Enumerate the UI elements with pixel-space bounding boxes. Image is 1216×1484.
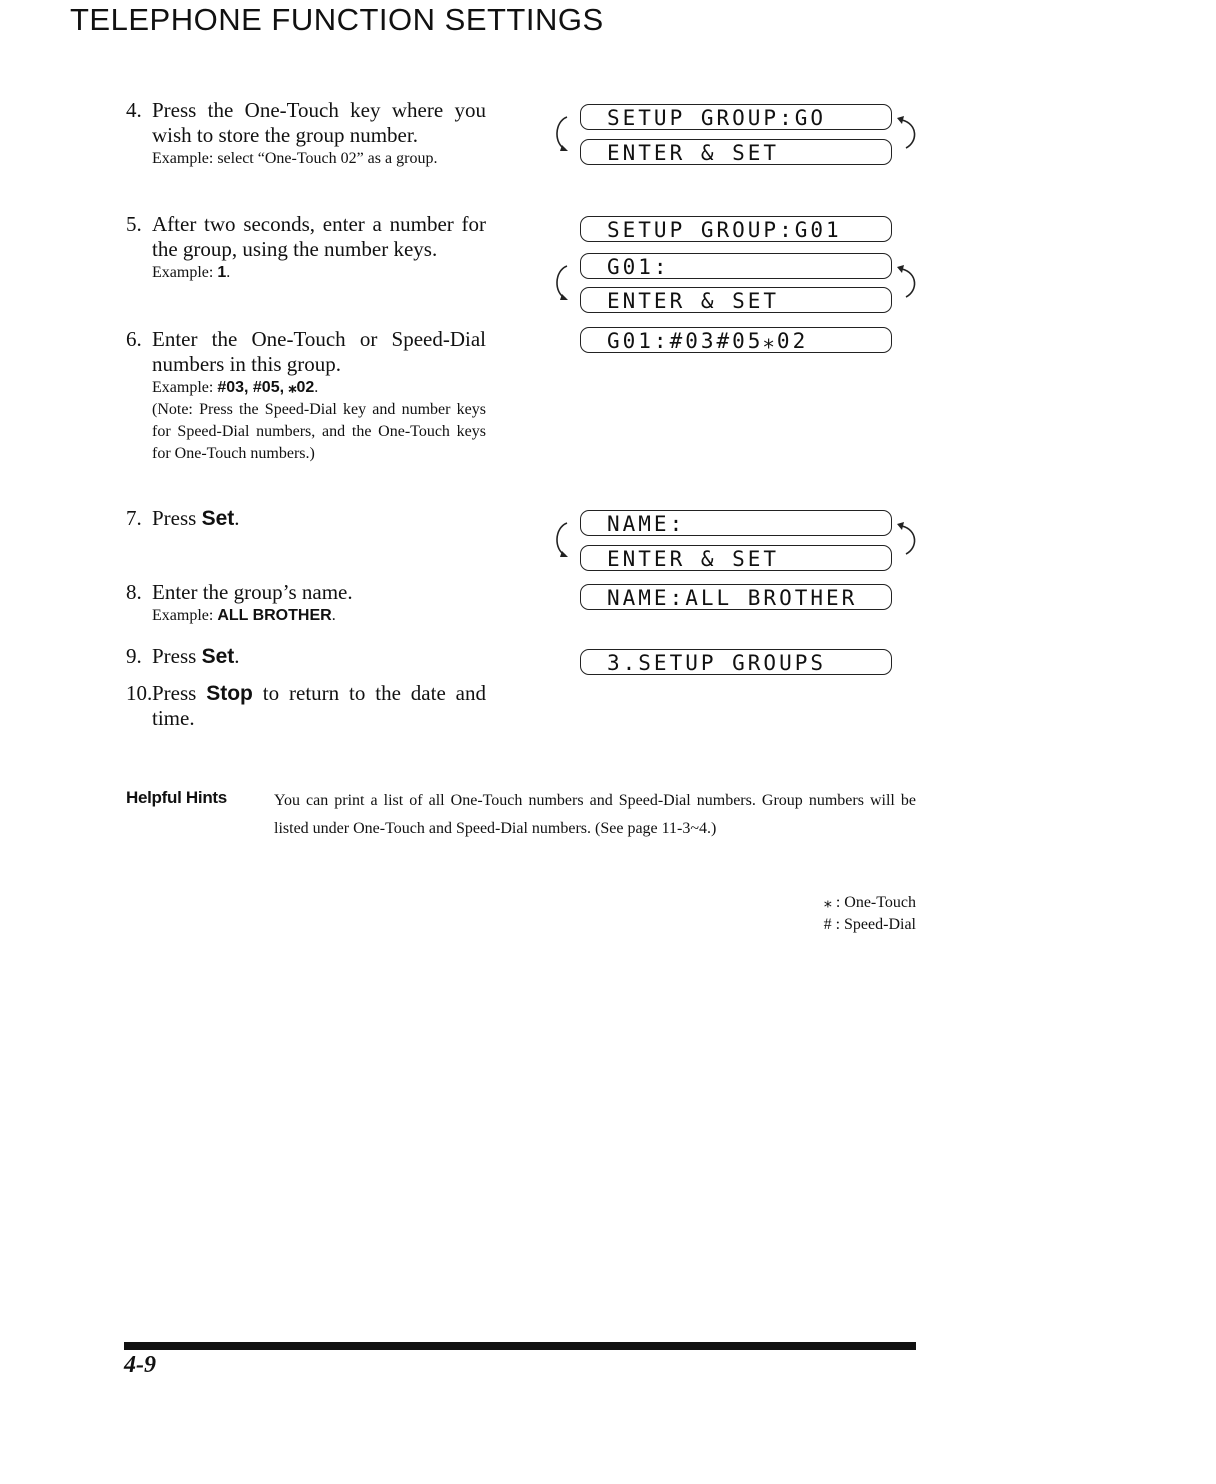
legend-one-touch: ⁎ : One-Touch [823, 894, 916, 911]
key-name: Set [201, 507, 235, 530]
step-note: (Note: Press the Speed-Dial key and number keys for Speed-Dial numbers, and the One-Touch keys for One-Touch numbers.) [152, 401, 486, 462]
key-name: Stop [206, 682, 253, 705]
step-example: Example: ALL BROTHER. [152, 607, 336, 624]
alternate-arrow-left-icon [552, 520, 574, 560]
step-4 [126, 98, 486, 170]
helpful-hints-label: Helpful Hints [126, 788, 227, 807]
step-example: Example: 1. [152, 264, 231, 281]
step-number: 9. [126, 644, 142, 668]
step-example: Example: #03, #05, ⁎02. [152, 379, 319, 396]
lcd-display: G01:#03#05⁎02_ [580, 327, 892, 353]
step-7: 7. Press Set. [126, 506, 240, 530]
alternate-arrow-right-icon [894, 112, 920, 152]
step-number: 4. [126, 98, 142, 122]
step-text: After two seconds, enter a number for the group, using the number keys. [152, 212, 486, 261]
step-number: 6. [126, 327, 142, 351]
footer-rule [124, 1342, 916, 1350]
step-9: 9. Press Set. [126, 644, 240, 668]
page-number: 4-9 [124, 1352, 156, 1378]
step-text: Press the One-Touch key where you wish to store the group number. [152, 98, 486, 147]
legend-speed-dial: # : Speed-Dial [823, 916, 916, 933]
alternate-arrow-right-icon [894, 518, 920, 558]
lcd-display: SETUP GROUP:G01 [580, 216, 892, 242]
step-number: 7. [126, 506, 142, 530]
step-5 [126, 212, 486, 284]
step-example: Example: select “One-Touch 02” as a group. [152, 150, 438, 167]
lcd-display: ENTER & SET [580, 287, 892, 313]
lcd-display: SETUP GROUP:GO [580, 104, 892, 130]
lcd-display: 3.SETUP GROUPS [580, 649, 892, 675]
step-number: 10. [126, 681, 153, 705]
page-title: TELEPHONE FUNCTION SETTINGS [70, 2, 604, 37]
step-number: 5. [126, 212, 142, 236]
helpful-hints-text: You can print a list of all One-Touch numbers and Speed-Dial numbers. Group numbers will be listed under One-Touch and Speed-Dial numbers. (See page 11-3~4.) [274, 792, 916, 837]
alternate-arrow-left-icon [552, 114, 574, 154]
step-8 [126, 580, 486, 627]
alternate-arrow-left-icon [552, 263, 574, 303]
lcd-display: ENTER & SET [580, 139, 892, 165]
alternate-arrow-right-icon [894, 261, 920, 301]
step-text: Enter the One-Touch or Speed-Dial numbers in this group. [152, 327, 486, 376]
lcd-display: G01: [580, 253, 892, 279]
step-10: 10. Press Stop to return to the date and time. [126, 681, 486, 730]
lcd-display: NAME:ALL BROTHER [580, 584, 892, 610]
step-number: 8. [126, 580, 142, 604]
lcd-display: ENTER & SET [580, 545, 892, 571]
key-name: Set [201, 645, 235, 668]
step-6 [126, 327, 486, 465]
step-text: Enter the group’s name. [152, 580, 353, 604]
lcd-display: NAME: [580, 510, 892, 536]
